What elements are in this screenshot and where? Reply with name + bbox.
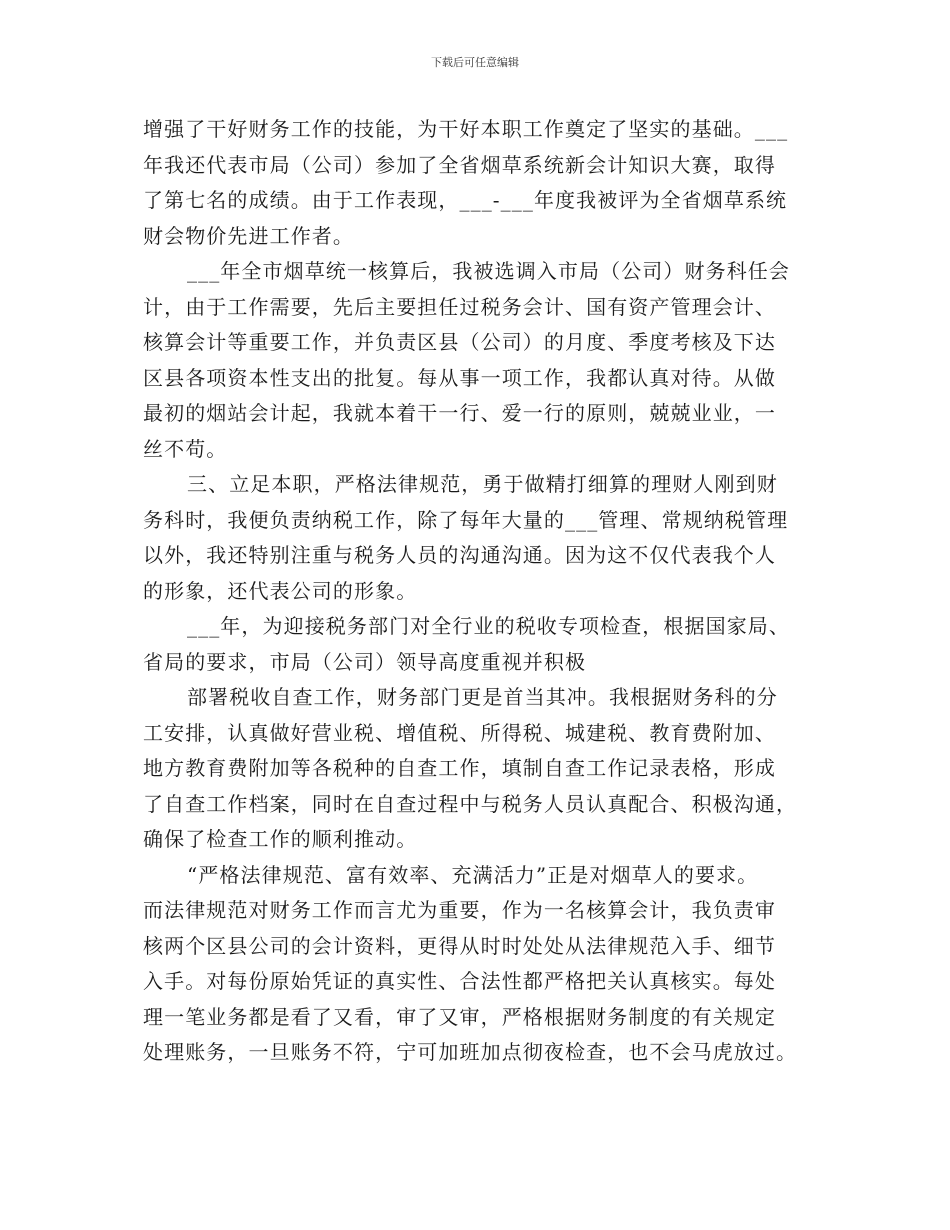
text-line: 核两个区县公司的会计资料，更得从时时处处从法律规范入手、细节 [143,933,776,958]
page-header-note: 下载后可任意编辑 [431,56,519,69]
text-line: 工安排，认真做好营业税、增值税、所得税、城建税、教育费附加、 [143,720,776,745]
text-line: 省局的要求，市局（公司）领导高度重视并积极 [143,649,587,674]
paragraph-start-line: ___年全市烟草统一核算后，我被选调入市局（公司）财务科任会 [187,259,790,283]
text-line: 计，由于工作需要，先后主要担任过税务会计、国有资产管理会计、 [143,294,776,319]
paragraph-start-line: 三、立足本职，严格法律规范，勇于做精打细算的理财人刚到财 [187,472,778,496]
text-line: 务科时，我便负责纳税工作，除了每年大量的___管理、常规纳税管理 [143,507,789,532]
text-line: 确保了检查工作的顺利推动。 [143,827,418,851]
paragraph-start-line: “严格法律规范、富有效率、充满活力”正是对烟草人的要求。 [187,862,759,887]
text-line: 区县各项资本性支出的批复。每从事一项工作，我都认真对待。从做 [143,365,776,390]
paragraph-start-line: ___年，为迎接税务部门对全行业的税收专项检查，根据国家局、 [187,614,790,638]
text-line: 财会物价先进工作者。 [143,223,354,248]
text-line: 了自查工作档案，同时在自查过程中与税务人员认真配合、积极沟通， [143,791,798,816]
text-line: 的形象，还代表公司的形象。 [143,578,418,603]
text-line: 处理账务，一旦账务不符，宁可加班加点彻夜检查，也不会马虎放过。 [143,1040,798,1064]
text-line: 地方教育费附加等各税种的自查工作，填制自查工作记录表格，形成 [143,756,776,780]
text-line: 了第七名的成绩。由于工作表现，___-___年度我被评为全省烟草系统 [143,188,788,212]
text-line: 年我还代表市局（公司）参加了全省烟草系统新会计知识大赛，取得 [143,152,776,177]
text-line: 以外，我还特别注重与税务人员的沟通沟通。因为这不仅代表我个人 [143,543,776,567]
text-line: 增强了干好财务工作的技能，为干好本职工作奠定了坚实的基础。___ [143,117,789,141]
paragraph-start-line: 部署税收自查工作，财务部门更是首当其冲。我根据财务科的分 [187,685,778,709]
text-line: 而法律规范对财务工作而言尤为重要，作为一名核算会计，我负责审 [143,898,776,922]
text-line: 核算会计等重要工作，并负责区县（公司）的月度、季度考核及下达 [143,330,776,354]
text-line: 最初的烟站会计起，我就本着干一行、爱一行的原则，兢兢业业，一 [143,401,776,425]
text-line: 入手。对每份原始凭证的真实性、合法性都严格把关认真核实。每处 [143,969,776,993]
document-body [143,112,833,1071]
text-line: 丝不苟。 [143,436,228,461]
text-line: 理一笔业务都是看了又看，审了又审，严格根据财务制度的有关规定 [143,1004,776,1029]
